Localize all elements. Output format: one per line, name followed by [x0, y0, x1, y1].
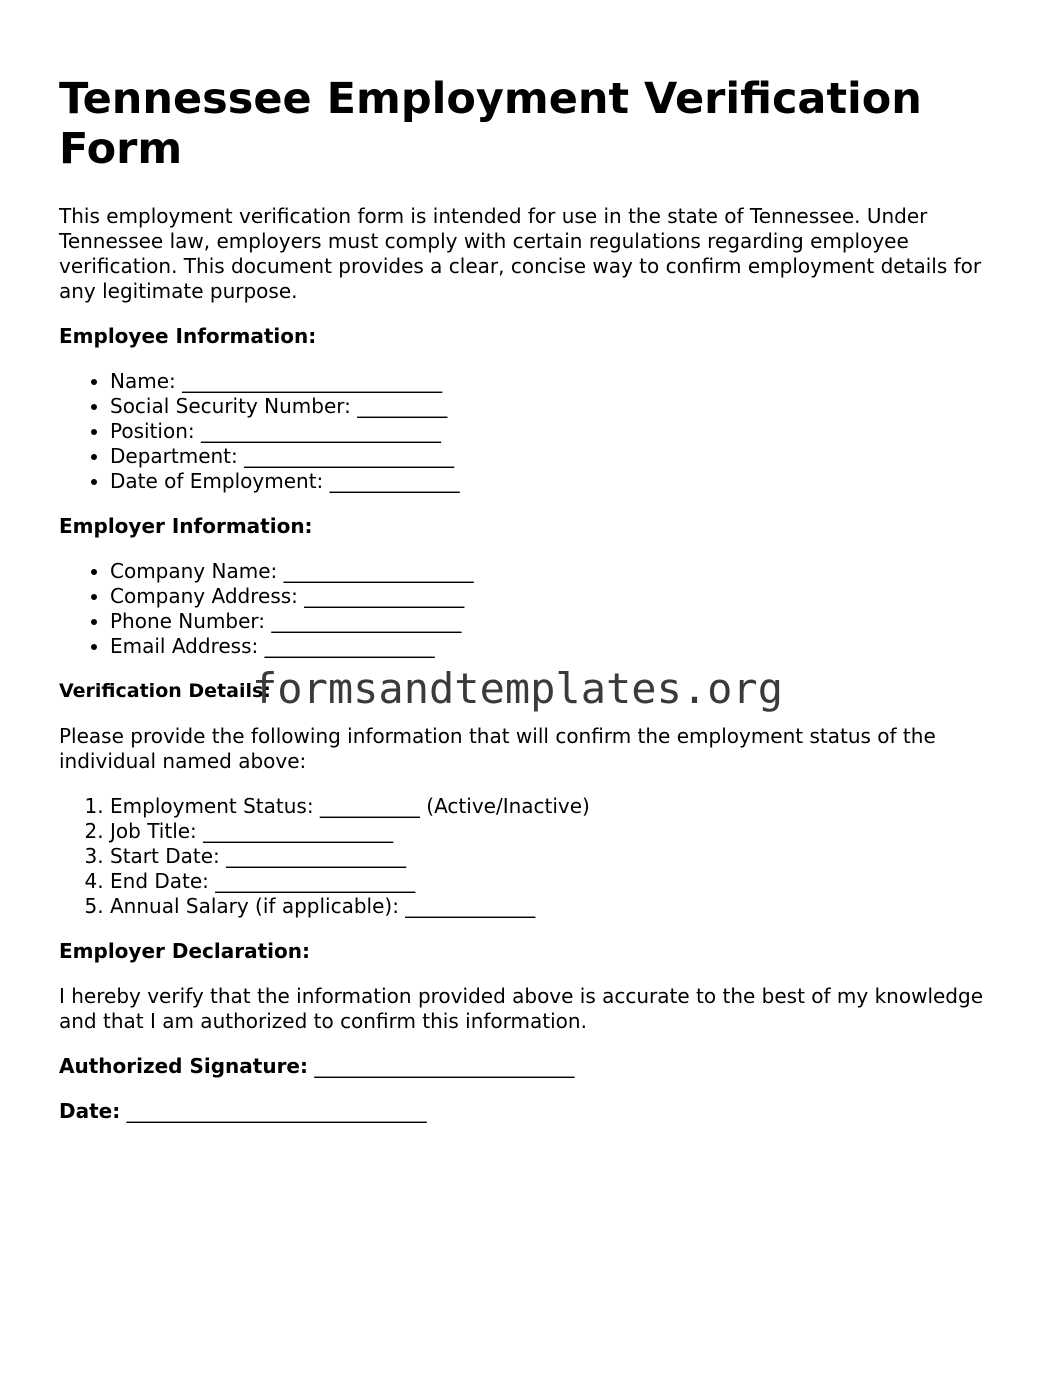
list-item: 2. Job Title: ___________________ [110, 819, 999, 844]
list-item: 4. End Date: ____________________ [110, 869, 999, 894]
list-item: • Position: ________________________ [110, 419, 999, 444]
employer-information-heading: Employer Information: [59, 514, 313, 538]
document-page [59, 74, 999, 1144]
intro-paragraph: This employment verification form is intended for use in the state of Tennessee. Under Tennessee law, employers must comply with certain regulations regarding employee verification. This document provides a clear, concise way to confirm employment details for any legitimate purpose. [59, 204, 982, 303]
employee-information-list [59, 369, 999, 494]
document-title: Tennessee Employment Verification Form [59, 74, 922, 174]
list-item: • Date of Employment: _____________ [110, 469, 999, 494]
list-item: • Company Address: ________________ [110, 584, 999, 609]
list-item: • Email Address: _________________ [110, 634, 999, 659]
employee-information-heading: Employee Information: [59, 324, 317, 348]
date-blank: ______________________________ [120, 1099, 427, 1123]
date-label: Date: [59, 1099, 121, 1123]
employer-declaration-heading: Employer Declaration: [59, 939, 310, 963]
list-item: 5. Annual Salary (if applicable): _____________ [110, 894, 999, 919]
verification-details-heading: Verification Details: [59, 680, 271, 702]
list-item: 3. Start Date: __________________ [110, 844, 999, 869]
authorized-signature-line [59, 1054, 999, 1079]
list-item: • Department: _____________________ [110, 444, 999, 469]
list-item: • Name: __________________________ [110, 369, 999, 394]
authorized-signature-label: Authorized Signature: [59, 1054, 308, 1078]
list-item: • Social Security Number: _________ [110, 394, 999, 419]
list-item: 1. Employment Status: __________ (Active/Inactive) [110, 794, 999, 819]
list-item: • Phone Number: ___________________ [110, 609, 999, 634]
declaration-text: I hereby verify that the information provided above is accurate to the best of my knowledge and that I am authorized to confirm this information. [59, 984, 983, 1033]
list-item: • Company Name: ___________________ [110, 559, 999, 584]
verification-details-list [59, 794, 999, 919]
watermark: formsandtemplates.org [252, 664, 784, 713]
employer-information-list [59, 559, 999, 659]
date-line [59, 1099, 999, 1124]
authorized-signature-blank: __________________________ [308, 1054, 575, 1078]
verification-intro: Please provide the following information that will confirm the employment status of the individual named above: [59, 724, 936, 773]
